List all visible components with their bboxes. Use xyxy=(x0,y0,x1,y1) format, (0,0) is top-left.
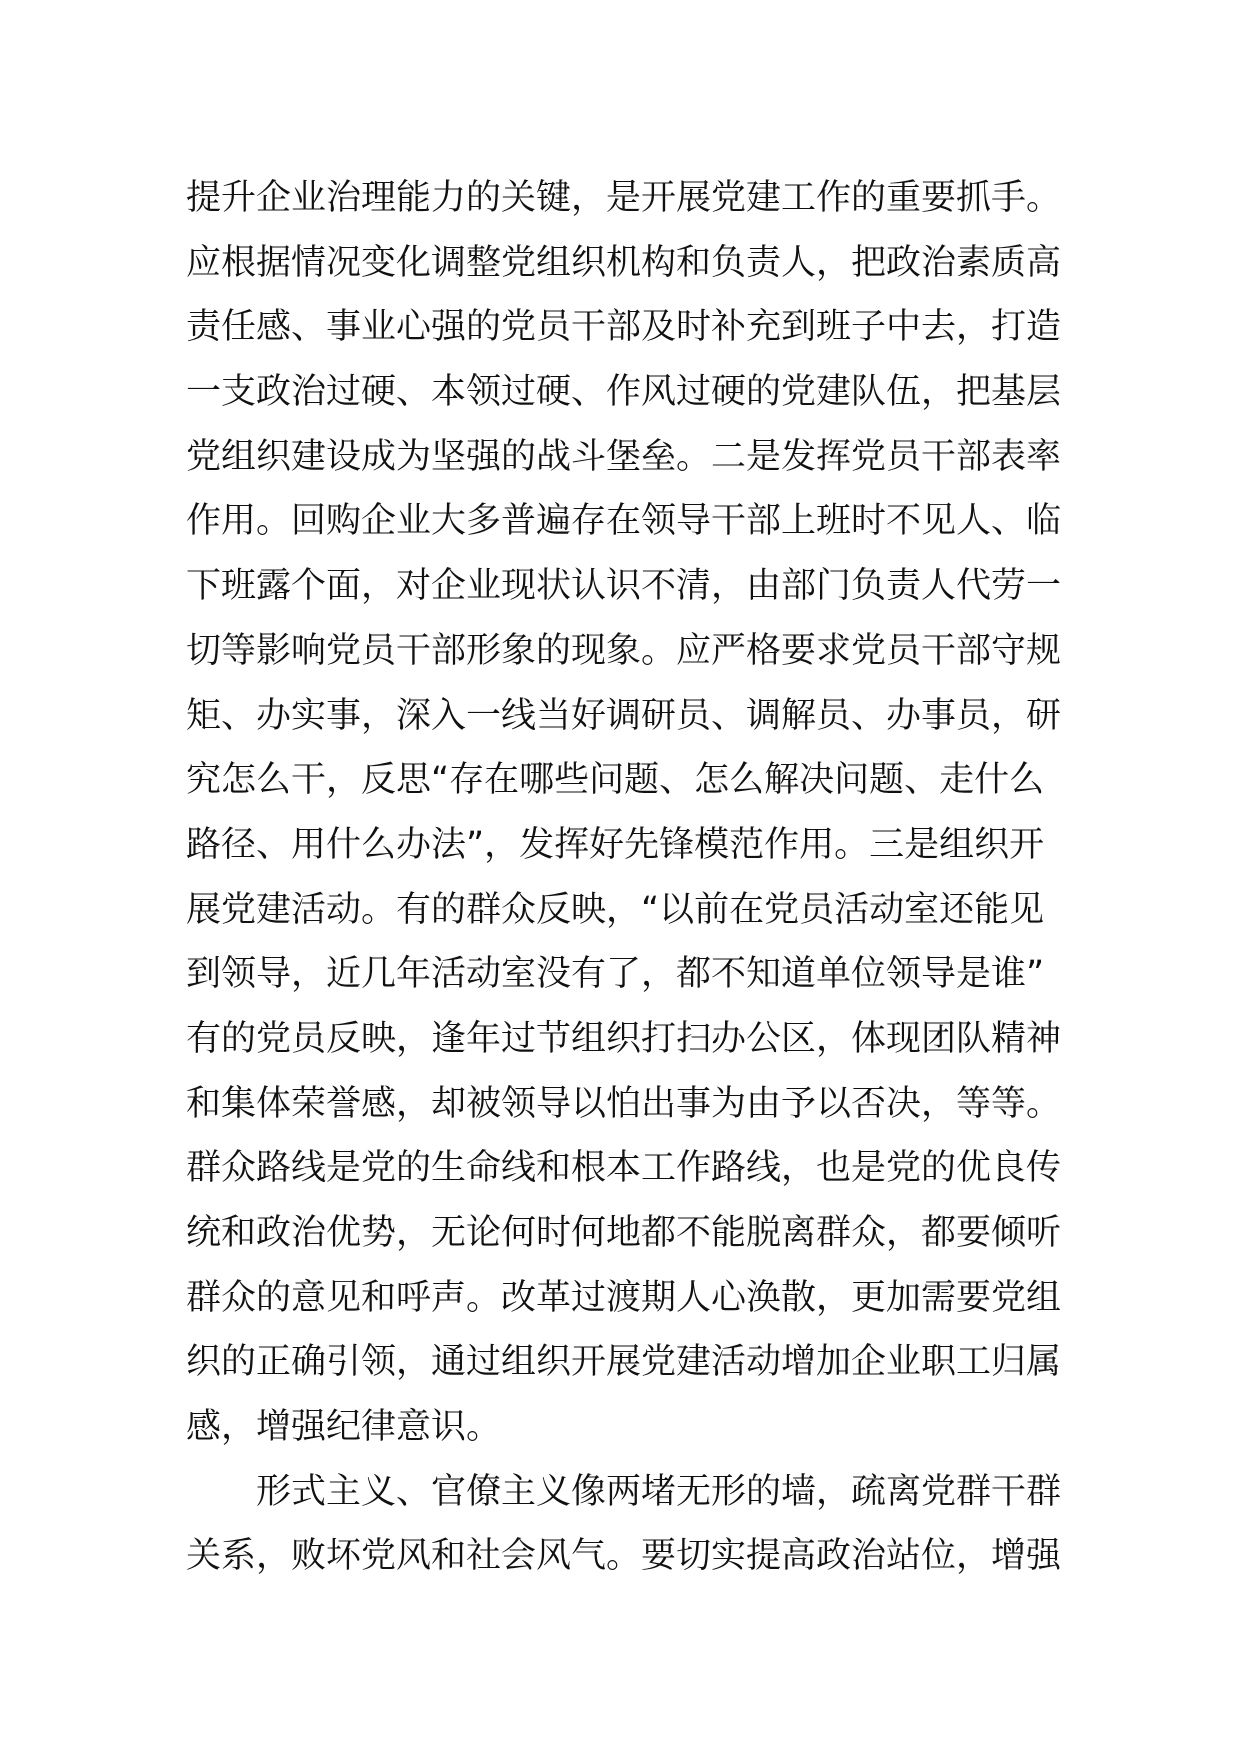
text-line: 感，增强纪律意识。 xyxy=(186,1407,502,1448)
text-line: 下班露个面，对企业现状认识不清，由部门负责人代劳一 xyxy=(186,566,1062,607)
text-line: 形式主义、官僚主义像两堵无形的墙，疏离党群干群 xyxy=(256,1471,1062,1512)
text-line: 路径、用什么办法”，发挥好先锋模范作用。三是组织开 xyxy=(186,824,1045,865)
text-line: 织的正确引领，通过组织开展党建活动增加企业职工归属 xyxy=(186,1342,1062,1383)
text-line: 展党建活动。有的群众反映，“以前在党员活动室还能见 xyxy=(186,889,1045,930)
text-line: 应根据情况变化调整党组织机构和负责人，把政治素质高 xyxy=(186,242,1062,283)
text-line: 作用。回购企业大多普遍存在领导干部上班时不见人、临 xyxy=(186,501,1062,542)
text-line: 和集体荣誉感，却被领导以怕出事为由予以否决，等等。 xyxy=(186,1083,1062,1124)
paragraph-1 xyxy=(186,166,1066,1460)
paragraph-2 xyxy=(186,1460,1066,1589)
text-line: 党组织建设成为坚强的战斗堡垒。二是发挥党员干部表率 xyxy=(186,436,1062,477)
text-line: 群众的意见和呼声。改革过渡期人心涣散，更加需要党组 xyxy=(186,1277,1062,1318)
text-line: 一支政治过硬、本领过硬、作风过硬的党建队伍，把基层 xyxy=(186,372,1062,413)
text-line: 责任感、事业心强的党员干部及时补充到班子中去，打造 xyxy=(186,307,1062,348)
text-line: 到领导，近几年活动室没有了，都不知道单位领导是谁” xyxy=(186,954,1045,995)
text-line: 究怎么干，反思“存在哪些问题、怎么解决问题、走什么 xyxy=(186,760,1045,801)
document-body xyxy=(186,166,1066,1589)
text-line: 提升企业治理能力的关键，是开展党建工作的重要抓手。 xyxy=(186,178,1062,218)
text-line: 关系，败坏党风和社会风气。要切实提高政治站位，增强 xyxy=(186,1536,1062,1577)
text-line: 群众路线是党的生命线和根本工作路线，也是党的优良传 xyxy=(186,1148,1062,1189)
text-line: 切等影响党员干部形象的现象。应严格要求党员干部守规 xyxy=(186,630,1062,671)
text-line: 有的党员反映，逢年过节组织打扫办公区，体现团队精神 xyxy=(186,1018,1062,1059)
text-line: 矩、办实事，深入一线当好调研员、调解员、办事员，研 xyxy=(186,695,1062,736)
text-line: 统和政治优势，无论何时何地都不能脱离群众，都要倾听 xyxy=(186,1213,1062,1253)
